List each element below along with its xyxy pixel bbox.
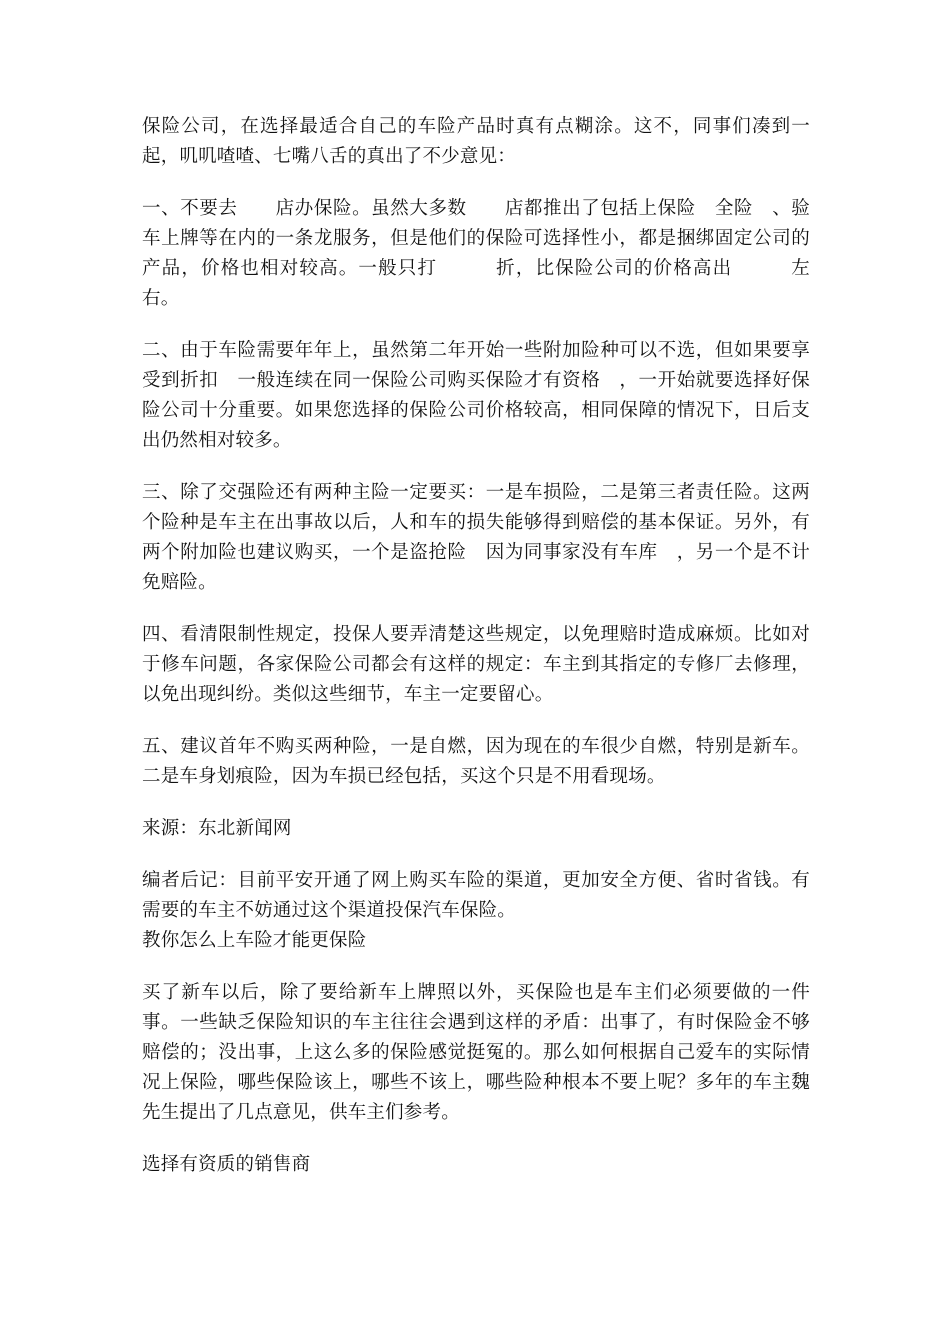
paragraph-section-heading: 选择有资质的销售商: [142, 1154, 311, 1175]
paragraph-editor-note: 编者后记：目前平安开通了网上购买车险的渠道，更加安全方便、省时省钱。有需要的车主不妨通过这个渠道投保汽车保险。: [142, 870, 810, 921]
section-title: 教你怎么上车险才能更保险: [142, 930, 367, 951]
paragraph-point-3: 三、除了交强险还有两种主险一定要买：一是车损险，二是第三者责任险。这两个险种是车主在出事故以后，人和车的损失能够得到赔偿的基本保证。另外，有两个附加险也建议购买，一个是盗抢险 因为同事家没有车库 ，另一个是不计免赔险。: [142, 482, 810, 593]
paragraph-point-4: 四、看清限制性规定，投保人要弄清楚这些规定，以免理赔时造成麻烦。比如对于修车问题，各家保险公司都会有这样的规定：车主到其指定的专修厂去修理，以免出现纠纷。类似这些细节，车主一定要留心。: [142, 624, 810, 705]
paragraph-point-1: 一、不要去 店办保险。虽然大多数 店都推出了包括上保险 全险 、验车上牌等在内的一条龙服务，但是他们的保险可选择性小，都是捆绑固定公司的产品，价格也相对较高。一般只打 折，比保险公司的价格高出 左右。: [142, 198, 810, 309]
document-body: [142, 112, 810, 1202]
paragraph-new-car: 买了新车以后，除了要给新车上牌照以外，买保险也是车主们必须要做的一件事。一些缺乏保险知识的车主往往会遇到这样的矛盾：出事了，有时保险金不够赔偿的；没出事，上这么多的保险感觉挺冤的。那么如何根据自己爱车的实际情况上保险，哪些保险该上，哪些不该上，哪些险种根本不要上呢？多年的车主魏先生提出了几点意见，供车主们参考。: [142, 982, 810, 1123]
paragraph-source: 来源：东北新闻网: [142, 818, 292, 839]
paragraph-point-2: 二、由于车险需要年年上，虽然第二年开始一些附加险种可以不选，但如果要享受到折扣 一般连续在同一保险公司购买保险才有资格 ，一开始就要选择好保险公司十分重要。如果您选择的保险公司价格较高，相同保障的情况下，日后支出仍然相对较多。: [142, 340, 810, 451]
paragraph-intro: 保险公司，在选择最适合自己的车险产品时真有点糊涂。这不，同事们凑到一起，叽叽喳喳、七嘴八舌的真出了不少意见：: [142, 116, 810, 167]
paragraph-point-5: 五、建议首年不购买两种险，一是自燃，因为现在的车很少自燃，特别是新车。二是车身划痕险，因为车损已经包括，买这个只是不用看现场。: [142, 736, 810, 787]
